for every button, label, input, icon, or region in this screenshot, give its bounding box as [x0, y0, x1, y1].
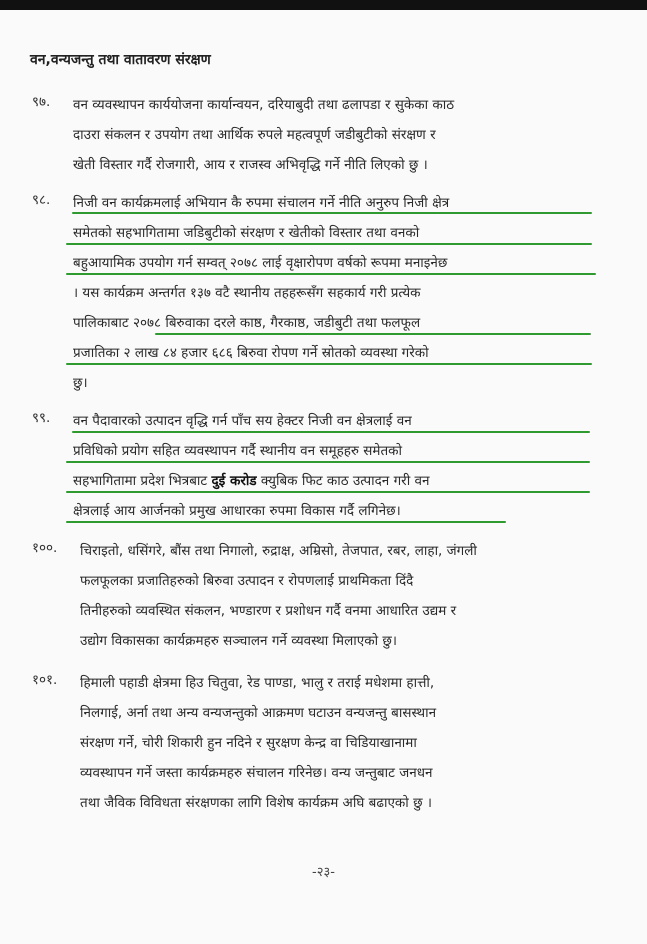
green-underline: [66, 273, 596, 275]
line-text: क्युबिक फिट काठ उत्पादन गरी वन: [260, 473, 430, 489]
paragraph-line: बहुआयामिक उपयोग गर्न सम्वत् २०७८ लाई वृक्षारोपण वर्षको रूपमा मनाइनेछ: [73, 255, 448, 271]
paragraph-line: वन पैदावारको उत्पादन वृद्धि गर्न पाँच सय हेक्टर निजी वन क्षेत्रलाई वन: [73, 413, 412, 429]
paragraph-number: ९८.: [32, 192, 51, 208]
paragraph-line: हिमाली पहाडी क्षेत्रमा हिउ चितुवा, रेड पाण्डा, भालु र तराई मधेशमा हात्ती,: [80, 675, 435, 691]
paragraph-line: क्षेत्रलाई आय आर्जनको प्रमुख आधारका रुपमा विकास गर्दै लगिनेछ।: [73, 503, 401, 519]
paragraph-line: तथा जैविक विविधता संरक्षणका लागि विशेष कार्यक्रम अघि बढाएको छु ।: [80, 795, 432, 811]
paragraph-number: १०१.: [32, 672, 58, 688]
page-number: -२३-: [312, 865, 335, 880]
paragraph-line: फलफूलका प्रजातिहरुको बिरुवा उत्पादन र रोपणलाई प्राथमिकता दिंदै: [80, 573, 414, 589]
paragraph-line: उद्योग विकासका कार्यक्रमहरु सञ्चालन गर्ने व्यवस्था मिलाएको छु।: [80, 633, 397, 649]
green-underline: [66, 491, 590, 493]
paragraph-line: व्यवस्थापन गर्ने जस्ता कार्यक्रमहरु संचालन गरिनेछ। वन्य जन्तुबाट जनधन: [80, 765, 433, 781]
paragraph-line: पालिकाबाट २०७८ बिरुवाका दरले काष्ठ, गैरकाष्ठ, जडीबुटी तथा फलफूल: [73, 315, 421, 331]
green-underline: [66, 363, 592, 365]
paragraph-line: संरक्षण गर्ने, चोरी शिकारी हुन नदिने र सुरक्षण केन्द्र वा चिडियाखानामा: [80, 735, 417, 751]
paragraph-line: तिनीहरुको व्यवस्थित संकलन, भण्डारण र प्रशोधन गर्दै वनमा आधारित उद्यम र: [80, 603, 457, 619]
paragraph-line: निलगाई, अर्ना तथा अन्य वन्यजन्तुको आक्रमण घटाउन वन्यजन्तु बासस्थान: [80, 705, 437, 721]
paragraph-line: छु।: [73, 375, 88, 391]
paragraph-line: समेतको सहभागितामा जडिबुटीको संरक्षण र खेतीको विस्तार तथा वनको: [73, 225, 420, 241]
green-underline: [66, 243, 592, 245]
green-underline: [72, 431, 590, 433]
paragraph-line: वन व्यवस्थापन कार्ययोजना कार्यान्वयन, दरियाबुदी तथा ढलापडा र सुकेका काठ: [73, 97, 455, 113]
green-underline: [72, 212, 592, 214]
top-dark-bar: [0, 0, 647, 10]
bold-phrase: दुई करोड: [211, 473, 257, 489]
paragraph-line: । यस कार्यक्रम अन्तर्गत १३७ वटै स्थानीय तहहरूसँग सहकार्य गरी प्रत्येक: [73, 285, 421, 301]
paragraph-number: १००.: [32, 540, 58, 556]
section-heading: वन,वन्यजन्तु तथा वातावरण संरक्षण: [30, 52, 211, 68]
paragraph-line: चिराइतो, धसिंगरे, बौंस तथा निगालो, रुद्राक्ष, अम्रिसो, तेजपात, रबर, लाहा, जंगली: [80, 543, 477, 559]
line-text: सहभागितामा प्रदेश भित्रबाट: [73, 473, 208, 489]
green-underline: [66, 521, 506, 523]
paragraph-number: ९७.: [32, 94, 51, 110]
green-underline: [66, 461, 590, 463]
paragraph-line: निजी वन कार्यक्रमलाई अभियान कै रुपमा संचालन गर्ने नीति अनुरुप निजी क्षेत्र: [73, 195, 450, 211]
paragraph-line: प्रजातिका २ लाख ८४ हजार ६८६ बिरुवा रोपण गर्ने स्रोतको व्यवस्था गरेको: [73, 345, 429, 361]
paragraph-line: प्रविधिको प्रयोग सहित व्यवस्थापन गर्दै स्थानीय वन समूहहरु समेतको: [73, 443, 403, 459]
paragraph-line: दाउरा संकलन र उपयोग तथा आर्थिक रुपले महत्वपूर्ण जडीबुटीको संरक्षण र: [73, 127, 436, 143]
paragraph-line: खेती विस्तार गर्दै रोजगारी, आय र राजस्व अभिवृद्धि गर्ने नीति लिएको छु ।: [73, 157, 428, 173]
paragraph-number: ९९.: [32, 410, 51, 426]
green-underline: [155, 333, 591, 335]
